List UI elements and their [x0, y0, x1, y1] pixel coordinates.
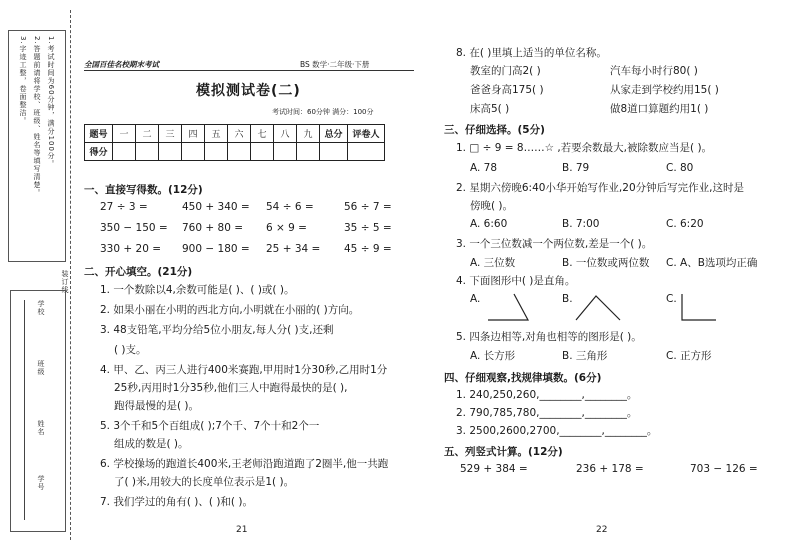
choice-question: 3. 一个三位数减一个两位数,差是一个( )。	[456, 238, 653, 250]
page-number: 22	[596, 525, 608, 535]
calc-item: 900 − 180 =	[182, 243, 250, 255]
choice-option[interactable]: B. 一位数或两位数	[562, 257, 650, 269]
score-input[interactable]	[348, 143, 385, 161]
unit-item: 教室的门高2( )	[470, 65, 541, 77]
score-input[interactable]	[136, 143, 159, 161]
choice-option[interactable]: A. 三位数	[470, 257, 516, 269]
fill-question: 7. 我们学过的角有( )、( )和( )。	[100, 496, 253, 508]
unit-item: 做8道口算题约用1( )	[610, 103, 709, 115]
choice-option[interactable]: C. A、B选项均正确	[666, 257, 758, 269]
angle-a-figure	[484, 290, 534, 324]
score-input[interactable]	[228, 143, 251, 161]
fill-question: 4. 甲、乙、丙三人进行400米赛跑,甲用时1分30秒,乙用时1分	[100, 364, 388, 376]
unit-item: 从家走到学校约用15( )	[610, 84, 719, 96]
score-cell: 四	[182, 125, 205, 143]
score-input[interactable]	[297, 143, 320, 161]
choice-option[interactable]: A. 长方形	[470, 350, 516, 362]
choice-option[interactable]: C. 正方形	[666, 350, 712, 362]
angle-c-lines	[682, 294, 716, 320]
margin-note: 1.考试时间为60分钟，满分100分。	[47, 36, 55, 168]
calc-item: 56 ÷ 7 =	[344, 201, 392, 213]
section-2-title: 二、开心填空。(21分)	[84, 266, 193, 278]
score-table	[84, 124, 385, 161]
unit-item: 汽车每小时行80( )	[610, 65, 698, 77]
margin-note: 3.字迹工整，卷面整洁。	[19, 36, 27, 125]
score-cell: 评卷人	[348, 125, 385, 143]
calc-item: 6 × 9 =	[266, 222, 307, 234]
score-input[interactable]	[274, 143, 297, 161]
edition-label: BS 数学·二年级·下册	[300, 60, 370, 69]
choice-question: 4. 下面图形中( )是直角。	[456, 275, 576, 287]
score-input[interactable]	[182, 143, 205, 161]
choice-option[interactable]: B. 7:00	[562, 218, 600, 230]
score-cell: 三	[159, 125, 182, 143]
score-cell: 一	[113, 125, 136, 143]
unit-item: 爸爸身高175( )	[470, 84, 544, 96]
section-3-title: 三、仔细选择。(5分)	[444, 124, 545, 136]
choice-question: 1. □ ÷ 9 = 8……☆ ,若要余数最大,被除数应当是( )。	[456, 142, 713, 154]
fill-question: 跑得最慢的是( )。	[114, 400, 200, 412]
score-cell: 九	[297, 125, 320, 143]
choice-option[interactable]: A. 6:60	[470, 218, 508, 230]
calc-item: 35 ÷ 5 =	[344, 222, 392, 234]
choice-question: 2. 星期六傍晚6:40小华开始写作业,20分钟后写完作业,这时是	[456, 182, 744, 194]
fill-question: 组成的数是( )。	[114, 438, 189, 450]
field-underline	[24, 300, 25, 520]
section-5-title: 五、列竖式计算。(12分)	[444, 446, 563, 458]
angle-b-figure	[570, 292, 626, 324]
fill-question: 3. 48支铅笔,平均分给5位小朋友,每人分( )支,还剩	[100, 324, 334, 336]
field-school[interactable]: 学校	[37, 300, 45, 316]
calc-item: 45 ÷ 9 =	[344, 243, 392, 255]
section-4-title: 四、仔细观察,找规律填数。(6分)	[444, 372, 602, 384]
choice-option[interactable]: A.	[470, 293, 481, 305]
score-cell: 五	[205, 125, 228, 143]
score-input[interactable]	[159, 143, 182, 161]
calc-item: 330 + 20 =	[100, 243, 162, 255]
choice-option[interactable]: B.	[562, 293, 573, 305]
calc-item: 760 + 80 =	[182, 222, 244, 234]
pattern-row: 3. 2500,2600,2700,________,________。	[456, 425, 658, 437]
page-number: 21	[236, 525, 248, 535]
margin-note: 2.答题前请将学校、班级、姓名等填写清楚。	[33, 36, 41, 197]
fill-question: ( )支。	[114, 344, 147, 356]
angle-a-lines	[488, 294, 528, 320]
calc-item: 350 − 150 =	[100, 222, 168, 234]
score-cell: 题号	[85, 125, 113, 143]
field-class[interactable]: 班级	[37, 360, 45, 376]
choice-option[interactable]: C. 80	[666, 162, 694, 174]
choice-question: 傍晚( )。	[470, 200, 514, 212]
vertical-calc-item: 529 + 384 =	[460, 463, 528, 475]
fill-question: 1. 一个数除以4,余数可能是( )、( )或( )。	[100, 284, 295, 296]
vertical-calc-item: 703 − 126 =	[690, 463, 758, 475]
score-cell: 总分	[320, 125, 348, 143]
score-input[interactable]	[320, 143, 348, 161]
score-input[interactable]	[205, 143, 228, 161]
angle-b-lines	[576, 296, 620, 320]
section-1-title: 一、直接写得数。(12分)	[84, 184, 203, 196]
fill-question: 了( )米,用较大的长度单位表示是1( )。	[114, 476, 295, 488]
fill-question: 6. 学校操场的跑道长400米,王老师沿跑道跑了2圈半,他一共跑	[100, 458, 389, 470]
fill-question: 25秒,丙用时1分35秒,他们三人中跑得最快的是( ),	[114, 382, 348, 394]
seal-line	[70, 10, 71, 540]
score-input[interactable]	[251, 143, 274, 161]
header-rule	[84, 70, 414, 71]
fill-question: 2. 如果小丽在小明的西北方向,小明就在小丽的( )方向。	[100, 304, 360, 316]
calc-item: 25 + 34 =	[266, 243, 321, 255]
vertical-calc-item: 236 + 178 =	[576, 463, 644, 475]
seal-label: 装订线	[61, 270, 69, 294]
choice-option[interactable]: C.	[666, 293, 677, 305]
q8-title: 8. 在( )里填上适当的单位名称。	[456, 47, 607, 59]
choice-option[interactable]: B. 三角形	[562, 350, 608, 362]
score-cell: 八	[274, 125, 297, 143]
exam-info: 考试时间：60分钟 满分：100分	[272, 108, 374, 116]
choice-option[interactable]: B. 79	[562, 162, 590, 174]
score-cell: 二	[136, 125, 159, 143]
pattern-row: 2. 790,785,780,________,________。	[456, 407, 638, 419]
calc-item: 54 ÷ 6 =	[266, 201, 314, 213]
page-title: 模拟测试卷(二)	[196, 83, 301, 99]
field-name[interactable]: 姓名	[37, 420, 45, 436]
calc-item: 450 + 340 =	[182, 201, 250, 213]
field-number[interactable]: 学号	[37, 475, 45, 491]
score-input[interactable]	[113, 143, 136, 161]
choice-option[interactable]: A. 78	[470, 162, 498, 174]
choice-question: 5. 四条边相等,对角也相等的图形是( )。	[456, 331, 642, 343]
pattern-row: 1. 240,250,260,________,________。	[456, 389, 638, 401]
score-cell: 得分	[85, 143, 113, 161]
score-cell: 六	[228, 125, 251, 143]
score-cell: 七	[251, 125, 274, 143]
series-label: 全国百佳名校期末考试	[84, 60, 159, 69]
student-info-box	[10, 290, 66, 532]
calc-item: 27 ÷ 3 =	[100, 201, 148, 213]
choice-option[interactable]: C. 6:20	[666, 218, 704, 230]
angle-c-figure	[676, 290, 720, 324]
unit-item: 床高5( )	[470, 103, 510, 115]
fill-question: 5. 3个千和5个百组成( );7个千、7个十和2个一	[100, 420, 320, 432]
